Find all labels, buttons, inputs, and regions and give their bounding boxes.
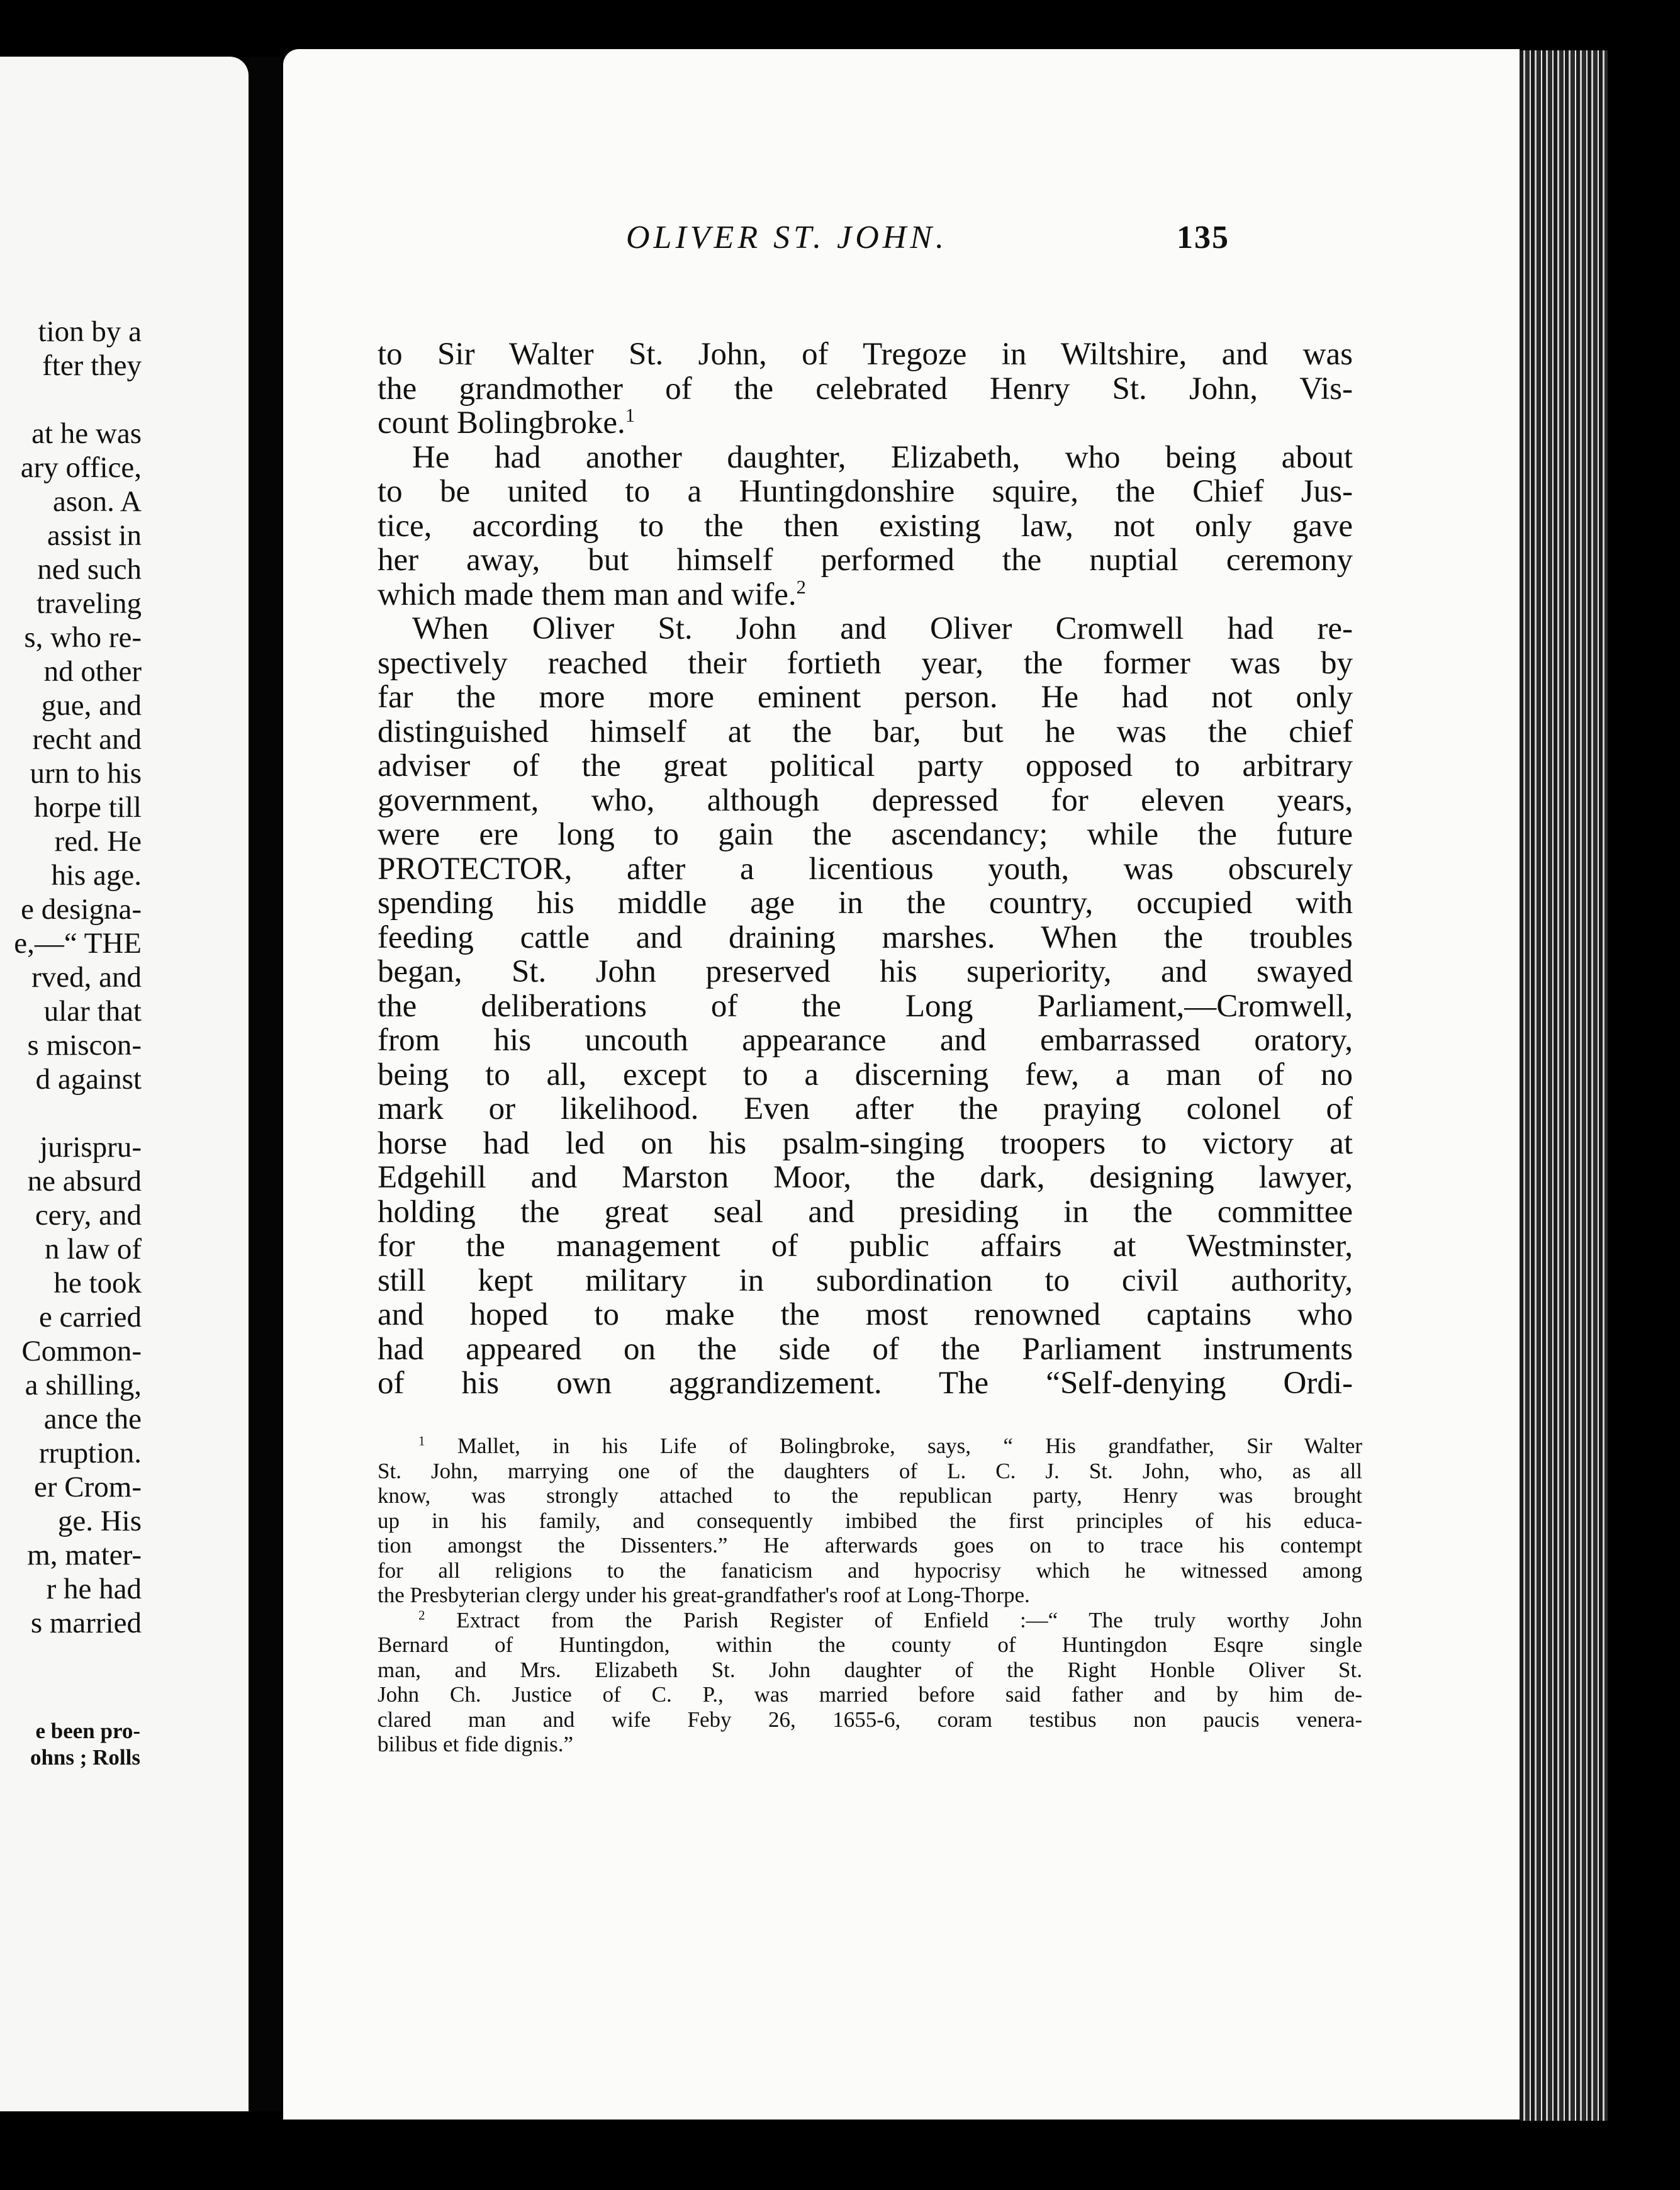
body-line: [378, 817, 1353, 852]
left-page-text: [0, 315, 142, 1640]
line-text: He had another daughter, Elizabeth, who being about: [412, 439, 1353, 475]
line-text: When Oliver St. John and Oliver Cromwell had re-: [412, 611, 1353, 646]
footnotes: [378, 1434, 1362, 1757]
line-text: St. John, marrying one of the daughters of L. C. J. St. John, who, as all: [378, 1458, 1362, 1483]
left-page-line: s married: [30, 1607, 142, 1639]
left-page-line: ge. His: [57, 1505, 142, 1537]
line-text: were ere long to gain the ascendancy; while the future: [378, 817, 1353, 852]
left-page-line: ance the: [43, 1403, 142, 1435]
left-page-line: a shilling,: [25, 1369, 142, 1401]
left-page-line: ne absurd: [27, 1165, 142, 1198]
line-text: Bernard of Huntingdon, within the county of Huntingdon Esqre single: [378, 1632, 1362, 1657]
body-line: [378, 578, 1353, 612]
footnote-line: [378, 1434, 1362, 1459]
left-page-line: cery, and: [35, 1199, 142, 1232]
line-text: the grandmother of the celebrated Henry St. John, Vis-: [378, 371, 1353, 407]
line-text: know, was strongly attached to the republican party, Henry was brought: [378, 1483, 1362, 1508]
footnote-line: [378, 1732, 1362, 1757]
footnote-marker: 2: [418, 1607, 425, 1622]
body-line: [378, 680, 1353, 715]
left-page-line: nd other: [43, 655, 142, 688]
footnote-line: [378, 1508, 1362, 1534]
footnote-reference: 1: [625, 405, 636, 426]
body-line: [378, 509, 1353, 544]
body-line: [378, 1298, 1353, 1332]
footnote-line: [378, 1459, 1362, 1484]
line-text: being to all, except to a discerning few, a man of no: [378, 1057, 1353, 1092]
body-line: [378, 646, 1353, 681]
left-page-line: Common-: [21, 1335, 142, 1367]
line-text: government, who, although depressed for eleven years,: [378, 782, 1353, 818]
line-text: PROTECTOR, after a licentious youth, was obscurely: [378, 851, 1353, 887]
body-line: [378, 1195, 1353, 1230]
line-text: of his own aggrandizement. The “Self-denying Ordi-: [378, 1366, 1353, 1401]
line-text: man, and Mrs. Elizabeth St. John daughter of the Right Honble Oliver St.: [378, 1657, 1362, 1682]
body-line: [378, 989, 1353, 1024]
footnote-line: [378, 1533, 1362, 1558]
line-text: her away, but himself performed the nuptial ceremony: [378, 542, 1353, 578]
line-text: Mallet, in his Life of Bolingbroke, says, “ His grandfather, Sir Walter: [457, 1434, 1362, 1458]
left-page-line: rved, and: [31, 961, 142, 994]
left-page-line: red. He: [54, 825, 142, 858]
left-page-notes: [0, 1718, 140, 1771]
left-page-line: r he had: [46, 1573, 142, 1605]
line-text: which made them man and wife.: [378, 576, 797, 612]
footnote-line: [378, 1658, 1362, 1683]
left-page-note-line: e been pro-: [35, 1719, 140, 1743]
book-gutter: [249, 57, 283, 2111]
line-text: horse had led on his psalm-singing troopers to victory at: [378, 1125, 1353, 1161]
line-text: count Bolingbroke.: [378, 405, 625, 441]
body-line: [378, 1092, 1353, 1126]
line-text: from his uncouth appearance and embarrassed oratory,: [378, 1023, 1353, 1058]
body-line: [378, 474, 1353, 509]
left-page-line: at he was: [31, 417, 142, 450]
body-line: [378, 749, 1353, 783]
body-line: [378, 1160, 1353, 1195]
left-page-line: recht and: [32, 723, 142, 756]
page-header: [283, 219, 1520, 269]
left-page-note-line: ohns ; Rolls: [30, 1745, 140, 1770]
left-page-line: assist in: [47, 519, 142, 552]
left-page-line: jurispru-: [40, 1131, 142, 1164]
page-edges: [1520, 50, 1608, 2121]
left-page-line: he took: [53, 1267, 142, 1300]
body-line: [378, 1058, 1353, 1092]
body-line: [378, 955, 1353, 989]
left-page-line: d against: [35, 1063, 142, 1096]
line-text: far the more more eminent person. He had not only: [378, 680, 1353, 715]
line-text: bilibus et fide dignis.”: [378, 1732, 574, 1756]
line-text: feeding cattle and draining marshes. When the troubles: [378, 919, 1353, 955]
left-page-line: tion by a: [38, 315, 142, 348]
line-text: Edgehill and Marston Moor, the dark, designing lawyer,: [378, 1160, 1353, 1195]
line-text: clared man and wife Feby 26, 1655-6, coram testibus non paucis venera-: [378, 1707, 1362, 1732]
body-line: [378, 783, 1353, 818]
body-text: [378, 337, 1353, 1401]
left-page-line: traveling: [36, 587, 142, 620]
footnote-line: [378, 1483, 1362, 1508]
footnote-line: [378, 1608, 1362, 1633]
left-page: [0, 57, 249, 2111]
running-title: OLIVER ST. JOHN.: [626, 220, 948, 256]
line-text: for the management of public affairs at Westminster,: [378, 1228, 1353, 1264]
body-line: [378, 715, 1353, 750]
right-page: [283, 49, 1520, 2120]
body-line: [378, 852, 1353, 887]
body-line: [378, 406, 1353, 441]
body-line: [378, 612, 1353, 646]
scan-border: [1608, 0, 1680, 2190]
left-page-line: fter they: [42, 349, 142, 382]
footnote-line: [378, 1583, 1362, 1608]
line-text: up in his family, and consequently imbibed the first principles of his educa-: [378, 1508, 1362, 1533]
left-page-line: [0, 383, 142, 417]
body-line: [378, 543, 1353, 578]
line-text: had appeared on the side of the Parliament instruments: [378, 1331, 1353, 1367]
line-text: the Presbyterian clergy under his great-grandfather's roof at Long-Thorpe.: [378, 1583, 1030, 1607]
line-text: to be united to a Huntingdonshire squire, the Chief Jus-: [378, 474, 1353, 509]
footnote-reference: 2: [796, 576, 806, 598]
left-page-line: gue, and: [41, 689, 142, 722]
footnote-line: [378, 1632, 1362, 1658]
body-line: [378, 1366, 1353, 1401]
line-text: tice, according to the then existing law, not only gave: [378, 508, 1353, 544]
line-text: spending his middle age in the country, occupied with: [378, 885, 1353, 921]
left-page-line: ned such: [37, 553, 142, 586]
page-number: 135: [1177, 220, 1229, 256]
body-line: [378, 1023, 1353, 1058]
left-page-line: s, who re-: [24, 621, 142, 654]
line-text: spectively reached their fortieth year, the former was by: [378, 645, 1353, 681]
left-page-line: his age.: [51, 859, 142, 892]
body-line: [378, 1229, 1353, 1264]
left-page-line: er Crom-: [34, 1471, 142, 1503]
body-line: [378, 1332, 1353, 1367]
footnote-line: [378, 1682, 1362, 1707]
line-text: still kept military in subordination to civil authority,: [378, 1262, 1353, 1298]
left-page-line: e,—“ THE: [14, 927, 142, 960]
line-text: tion amongst the Dissenters.” He afterwards goes on to trace his contempt: [378, 1533, 1362, 1558]
line-text: John Ch. Justice of C. P., was married before said father and by him de-: [378, 1682, 1362, 1707]
left-page-line: n law of: [44, 1233, 142, 1266]
left-page-line: ary office,: [20, 451, 142, 484]
left-page-line: m, mater-: [27, 1539, 142, 1571]
body-line: [378, 337, 1353, 372]
body-line: [378, 1264, 1353, 1298]
line-text: began, St. John preserved his superiority, and swayed: [378, 954, 1353, 989]
left-page-line: horpe till: [34, 791, 142, 824]
line-text: the deliberations of the Long Parliament,—Cromwell,: [378, 988, 1353, 1024]
left-page-line: rruption.: [38, 1437, 142, 1469]
body-line: [378, 372, 1353, 407]
line-text: adviser of the great political party opposed to arbitrary: [378, 748, 1353, 783]
body-line: [378, 921, 1353, 955]
left-page-line: e carried: [38, 1301, 142, 1334]
footnote-line: [378, 1707, 1362, 1732]
body-line: [378, 441, 1353, 475]
line-text: for all religions to the fanaticism and hypocrisy which he witnessed among: [378, 1558, 1362, 1583]
left-page-line: ular that: [43, 995, 142, 1028]
line-text: and hoped to make the most renowned captains who: [378, 1297, 1353, 1332]
footnote-line: [378, 1558, 1362, 1583]
line-text: mark or likelihood. Even after the praying colonel of: [378, 1091, 1353, 1126]
left-page-line: urn to his: [30, 757, 142, 790]
line-text: to Sir Walter St. John, of Tregoze in Wiltshire, and was: [378, 337, 1353, 372]
left-page-line: s miscon-: [27, 1029, 142, 1062]
body-line: [378, 886, 1353, 921]
body-line: [378, 1126, 1353, 1161]
left-page-line: [0, 1096, 142, 1130]
footnote-marker: 1: [418, 1433, 425, 1449]
line-text: holding the great seal and presiding in the committee: [378, 1194, 1353, 1230]
left-page-line: ason. A: [53, 485, 142, 518]
line-text: distinguished himself at the bar, but he was the chief: [378, 714, 1353, 750]
left-page-line: e designa-: [21, 893, 142, 926]
line-text: Extract from the Parish Register of Enfield :—“ The truly worthy John: [456, 1607, 1363, 1632]
